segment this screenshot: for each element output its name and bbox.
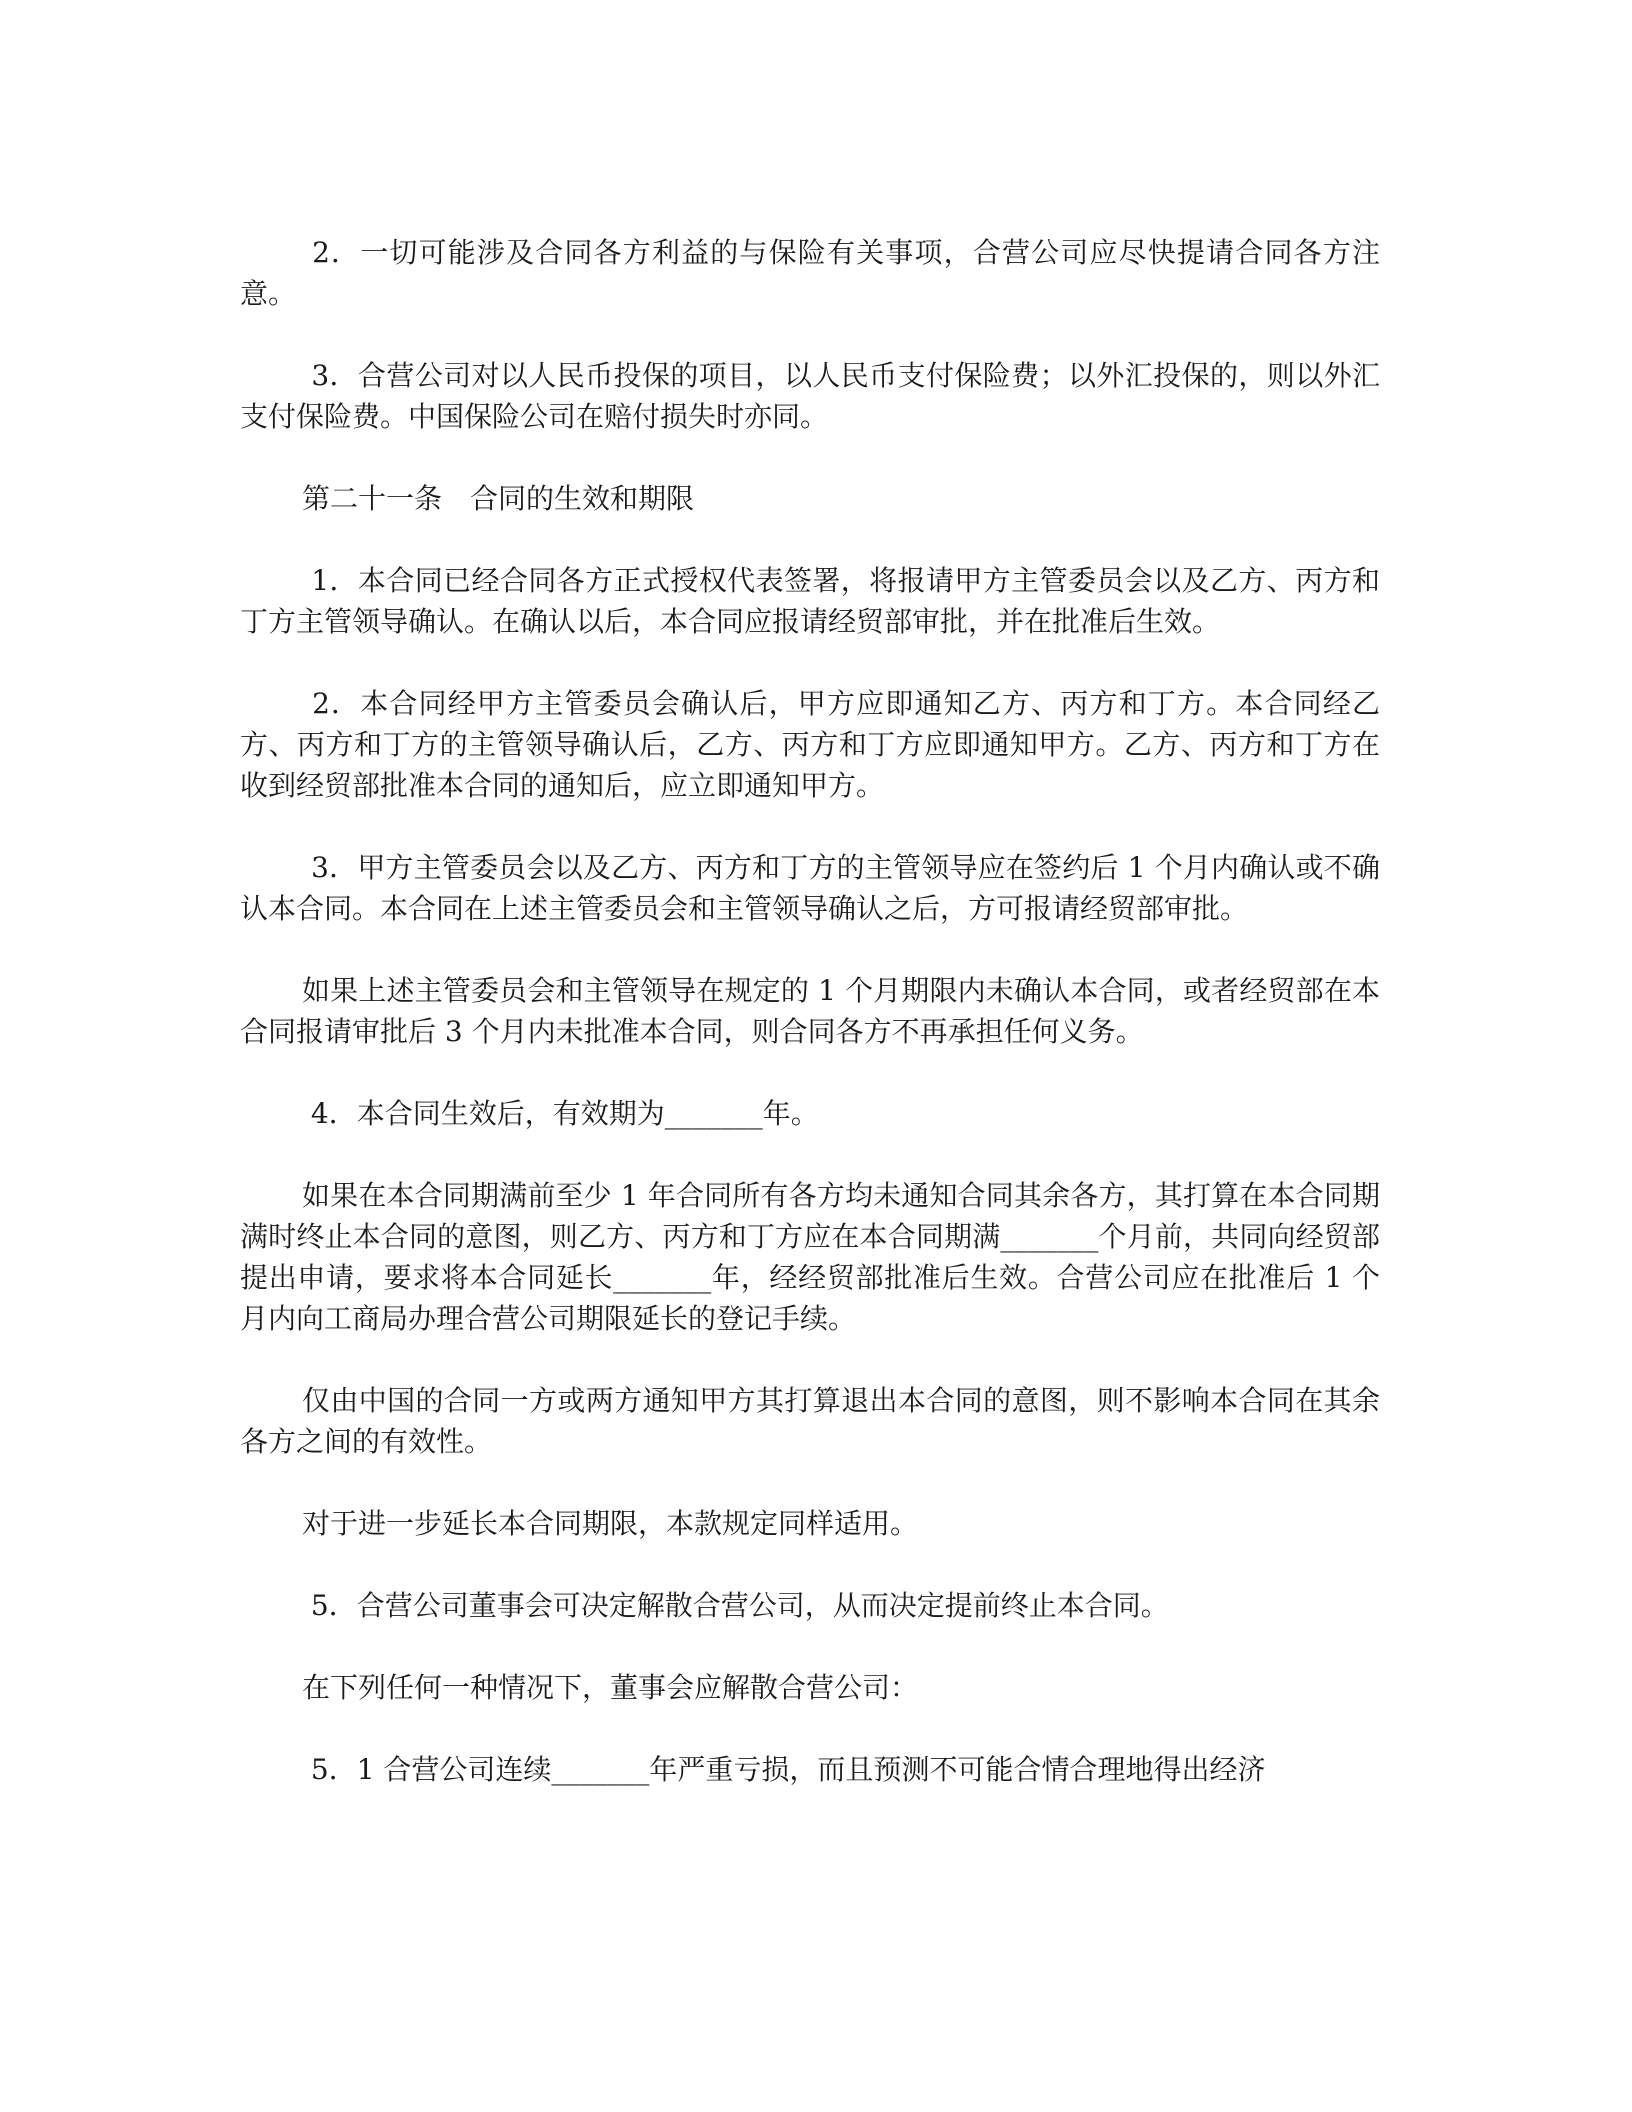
paragraph-no-obligation: 如果上述主管委员会和主管领导在规定的 1 个月期限内未确认本合同，或者经贸部在本合同报请审批后 3 个月内未批准本合同，则合同各方不再承担任何义务。: [240, 974, 1380, 1048]
paragraph-dissolution-cases: 在下列任何一种情况下，董事会应解散合营公司：: [302, 1671, 919, 1704]
paragraph-insurance-item-3: 3．合营公司对以人民币投保的项目，以人民币支付保险费；以外汇投保的，则以外汇支付保险费。中国保险公司在赔付损失时亦同。: [240, 359, 1380, 433]
paragraph-dissolution-item-5: 5．合营公司董事会可决定解散合营公司，从而决定提前终止本合同。: [302, 1589, 1169, 1622]
paragraph-insurance-item-2: 2．一切可能涉及合同各方利益的与保险有关事项，合营公司应尽快提请合同各方注意。: [240, 236, 1380, 310]
paragraph-withdrawal: 仅由中国的合同一方或两方通知甲方其打算退出本合同的意图，则不影响本合同在其余各方之间的有效性。: [240, 1384, 1380, 1458]
paragraph-effect-item-2: 2．本合同经甲方主管委员会确认后，甲方应即通知乙方、丙方和丁方。本合同经乙方、丙方和丁方的主管领导确认后，乙方、丙方和丁方应即通知甲方。乙方、丙方和丁方在收到经贸部批准本合同的通知后，应立即通知甲方。: [240, 687, 1380, 802]
paragraph-extension: 如果在本合同期满前至少 1 年合同所有各方均未通知合同其余各方，其打算在本合同期满时终止本合同的意图，则乙方、丙方和丁方应在本合同期满_______个月前，共同向经贸部提出申请，要求将本合同延长_______年，经经贸部批准后生效。合营公司应在批准后 1 个月内向工商局办理合营公司期限延长的登记手续。: [240, 1179, 1380, 1335]
document-page: [240, 232, 1380, 1790]
article-21-heading: 第二十一条 合同的生效和期限: [302, 482, 695, 515]
paragraph-further-extension: 对于进一步延长本合同期限，本款规定同样适用。: [302, 1507, 919, 1540]
paragraph-effect-item-3: 3．甲方主管委员会以及乙方、丙方和丁方的主管领导应在签约后 1 个月内确认或不确认本合同。本合同在上述主管委员会和主管领导确认之后，方可报请经贸部审批。: [240, 851, 1381, 925]
paragraph-dissolution-item-5-1: 5．1 合营公司连续_______年严重亏损，而且预测不可能合情合理地得出经济: [302, 1753, 1266, 1786]
paragraph-term-item-4: 4．本合同生效后，有效期为_______年。: [302, 1097, 819, 1130]
paragraph-effect-item-1: 1．本合同已经合同各方正式授权代表签署，将报请甲方主管委员会以及乙方、丙方和丁方主管领导确认。在确认以后，本合同应报请经贸部审批，并在批准后生效。: [240, 564, 1380, 638]
